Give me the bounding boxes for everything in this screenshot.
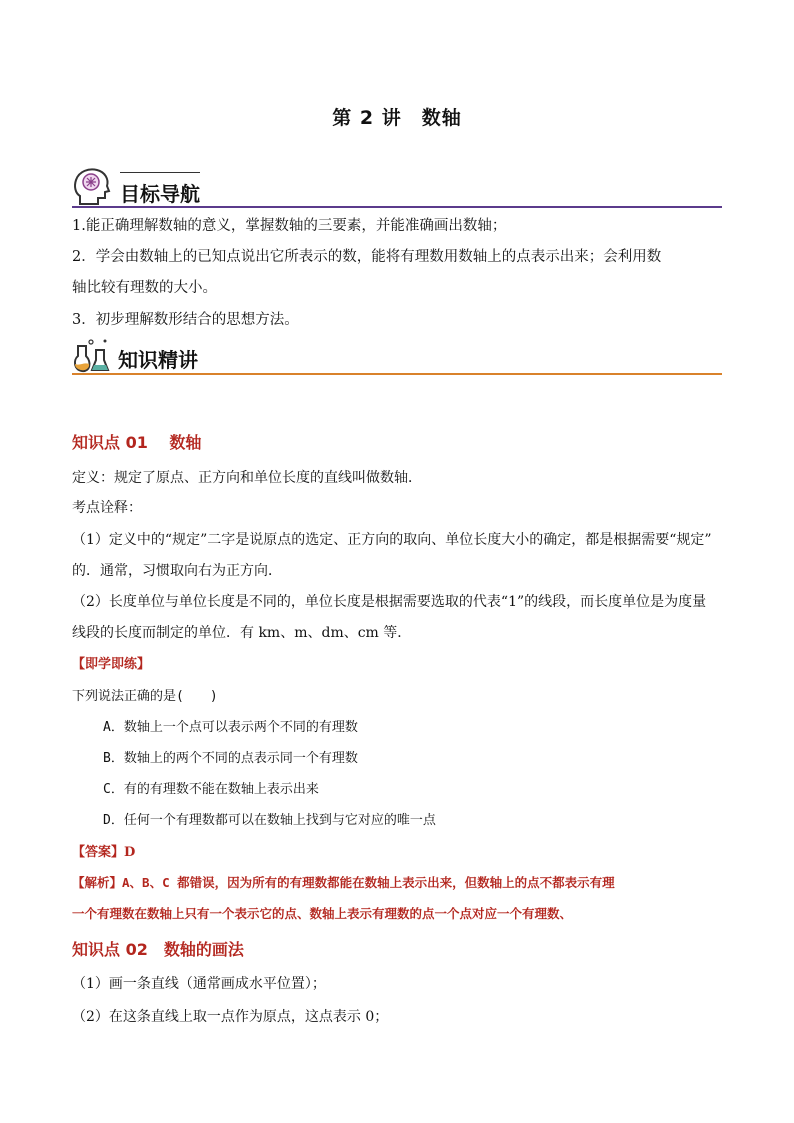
goal-2-cont: 轴比较有理数的大小。 — [72, 280, 217, 296]
section-knowledge-rule — [72, 373, 722, 375]
goal-1: 1.能正确理解数轴的意义，掌握数轴的三要素，并能准确画出数轴； — [72, 218, 507, 234]
section-goals-header — [72, 166, 722, 210]
kp1-heading: 知识点 01 数轴 — [72, 433, 202, 452]
flask-icon — [72, 336, 112, 374]
brain-head-icon — [72, 166, 112, 208]
kp1-note1-line2: 的．通常，习惯取向右为正方向． — [72, 563, 282, 579]
answer-label: 【答案】 — [72, 845, 125, 860]
exercise-option-b: B．数轴上的两个不同的点表示同一个有理数 — [103, 751, 358, 766]
analysis-text-1: A、B、C 都错误，因为所有的有理数都能在数轴上表示出来，但数轴上的点不都表示有理 — [122, 875, 615, 890]
section-top-rule — [120, 172, 200, 173]
kp1-definition: 定义：规定了原点、正方向和单位长度的直线叫做数轴． — [72, 470, 422, 486]
answer-value: D — [124, 845, 136, 860]
kp1-note1-line1: （1）定义中的“规定”二字是说原点的选定、正方向的取向、单位长度大小的确定，都是根据需要“规定” — [72, 532, 712, 548]
exercise-option-d: D．任何一个有理数都可以在数轴上找到与它对应的唯一点 — [103, 813, 436, 828]
kp1-note-label: 考点诠释： — [72, 500, 142, 516]
kp2-heading: 知识点 02 数轴的画法 — [72, 940, 244, 959]
section-goals-title: 目标导航 — [120, 182, 200, 206]
kp1-note2-line1: （2）长度单位与单位长度是不同的，单位长度是根据需要选取的代表“1”的线段，而长度单位是为度量 — [72, 594, 707, 610]
exercise-option-c: C．有的有理数不能在数轴上表示出来 — [103, 782, 319, 797]
exercise-analysis-line1 — [72, 873, 615, 891]
exercise-question: 下列说法正确的是( ) — [72, 689, 218, 704]
section-knowledge-header — [72, 336, 722, 376]
page-title: 第 2 讲 数轴 — [332, 107, 462, 129]
goal-2: 2．学会由数轴上的已知点说出它所表示的数，能将有理数用数轴上的点表示出来；会利用数 — [72, 249, 662, 265]
exercise-option-a: A．数轴上一个点可以表示两个不同的有理数 — [103, 720, 358, 735]
exercise-analysis-line2: 一个有理数在数轴上只有一个表示它的点、数轴上表示有理数的点一个点对应一个有理数、 — [72, 906, 573, 921]
kp2-step1: （1）画一条直线（通常画成水平位置）； — [72, 976, 326, 992]
section-knowledge-title: 知识精讲 — [118, 348, 198, 372]
section-goals-rule — [72, 206, 722, 208]
exercise-answer — [72, 841, 135, 860]
kp2-step2: （2）在这条直线上取一点作为原点，这点表示 0； — [72, 1009, 389, 1025]
exercise-label: 【即学即练】 — [72, 657, 151, 672]
goal-3: 3．初步理解数形结合的思想方法。 — [72, 312, 299, 328]
kp1-note2-line2: 线段的长度而制定的单位．有 km、m、dm、cm 等． — [72, 625, 412, 641]
analysis-label: 【解析】 — [72, 875, 123, 890]
